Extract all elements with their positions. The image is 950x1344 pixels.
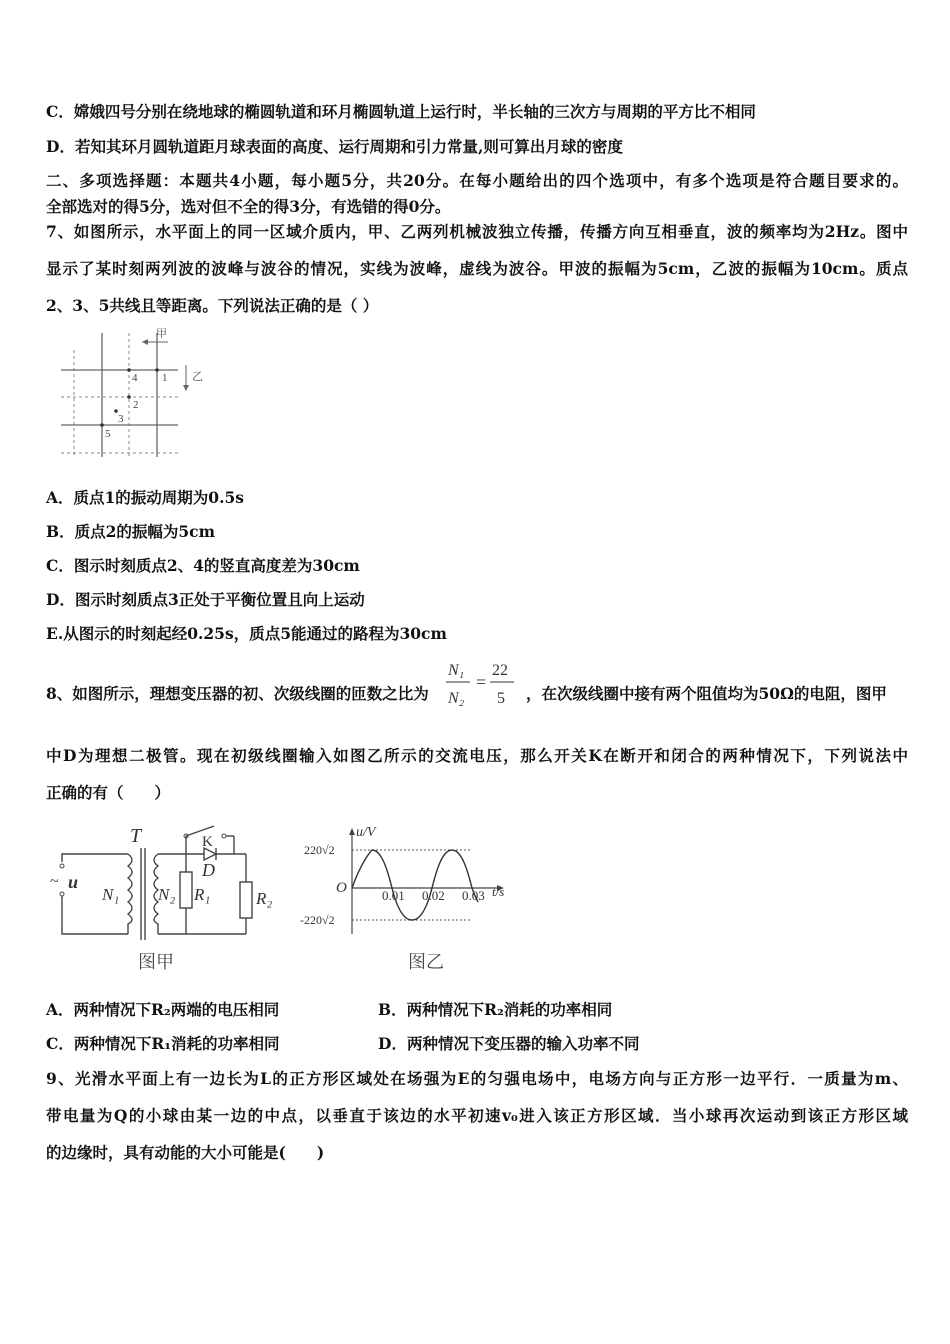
fraction-n2: N₂ [448, 690, 465, 707]
q8-circuit-figure [46, 822, 296, 982]
k-label: K [202, 834, 213, 850]
figure-jia-caption: 图甲 [138, 952, 174, 972]
q7-option-b: B．质点2的振幅为5cm [46, 522, 216, 541]
section2-instruction-2: 全部选对的得5分，选对但不全的得3分，有选错的得0分。 [46, 197, 451, 216]
xlabel-ts: t/s [492, 884, 505, 899]
option-c-q6: C．嫦娥四号分别在绕地球的椭圆轨道和环月椭圆轨道上运行时，半长轴的三次方与周期的平方比不相同 [46, 102, 756, 121]
tick-003: 0.03 [462, 888, 485, 903]
source-symbol: ~ [50, 873, 59, 890]
fraction-22: 22 [492, 662, 508, 679]
point-1-label: 1 [162, 372, 168, 384]
point-1 [155, 368, 159, 372]
tick-002: 0.02 [422, 888, 445, 903]
q7-option-d: D．图示时刻质点3正处于平衡位置且向上运动 [46, 590, 365, 609]
point-4 [127, 368, 131, 372]
d-label: D [202, 860, 215, 880]
fraction-equals: = [476, 672, 487, 692]
q9-stem-2: 带电量为Q的小球由某一边的中点，以垂直于该边的水平初速v₀进入该正方形区域．当小球再次运动到该正方形区域 [46, 1106, 908, 1125]
q7-option-e: E.从图示的时刻起经0.25s，质点5能通过的路程为30cm [46, 624, 447, 643]
transformer-t-label: T [130, 825, 142, 847]
point-5-label: 5 [105, 428, 111, 440]
wave-jia-label: 甲 [156, 328, 167, 340]
q7-wave-figure [56, 325, 216, 465]
source-terminal-2 [60, 892, 64, 896]
tick-001: 0.01 [382, 888, 405, 903]
q8-option-c: C．两种情况下R₁消耗的功率相同 [46, 1034, 280, 1053]
q7-option-c: C．图示时刻质点2、4的竖直高度差为30cm [46, 556, 360, 575]
wave-yi-label: 乙 [192, 371, 203, 383]
origin-o: O [336, 880, 347, 896]
turns-ratio-fraction [444, 655, 522, 709]
ymax-label: 220√2 [304, 843, 335, 857]
figure-yi-caption: 图乙 [408, 952, 444, 972]
point-3-label: 3 [118, 413, 124, 425]
fraction-5: 5 [497, 690, 505, 707]
n2-label: N₂ [158, 885, 176, 904]
q7-stem-2: 显示了某时刻两列波的波峰与波谷的情况，实线为波峰，虚线为波谷。甲波的振幅为5cm，乙波的振幅为10cm。质点 [46, 259, 908, 278]
n1-label: N₁ [102, 885, 120, 904]
resistor-r2 [240, 882, 252, 918]
point-4-label: 4 [132, 372, 138, 384]
r2-label: R₂ [256, 889, 273, 908]
section2-instruction-1: 二、多项选择题：本题共4小题，每小题5分，共20分。在每小题给出的四个选项中，有多个选项是符合题目要求的。 [46, 171, 908, 190]
q8-voltage-graph [300, 822, 530, 982]
q7-stem-1: 7、如图所示，水平面上的同一区域介质内，甲、乙两列机械波独立传播，传播方向互相垂直，波的频率均为2Hz。图中 [46, 222, 908, 241]
ylabel-uv: u/V [356, 825, 376, 840]
q8-option-d: D．两种情况下变压器的输入功率不同 [378, 1034, 640, 1053]
r1-label: R₁ [194, 885, 211, 904]
q8-stem-1b: ，在次级线圈中接有两个阻值均为50Ω的电阻，图甲 [526, 684, 887, 703]
point-2 [127, 395, 131, 399]
q8-stem-1a: 8、如图所示，理想变压器的初、次级线圈的匝数之比为 [46, 684, 429, 703]
sine-curve [352, 850, 478, 920]
ymin-label: -220√2 [300, 913, 335, 927]
q9-stem-1: 9、光滑水平面上有一边长为L的正方形区域处在场强为E的匀强电场中，电场方向与正方形一边平行．一质量为m、 [46, 1069, 908, 1088]
resistor-r1 [180, 872, 192, 908]
source-terminal [60, 864, 64, 868]
option-d-q6: D．若知其环月圆轨道距月球表面的高度、运行周期和引力常量,则可算出月球的密度 [46, 137, 623, 156]
q9-stem-3: 的边缘时，具有动能的大小可能是( ) [46, 1143, 325, 1162]
q8-option-b: B．两种情况下R₂消耗的功率相同 [378, 1000, 613, 1019]
fraction-n1: N₁ [448, 662, 465, 679]
q8-option-a: A．两种情况下R₂两端的电压相同 [46, 1000, 280, 1019]
q7-stem-3: 2、3、5共线且等距离。下列说法正确的是（ ） [46, 296, 379, 315]
point-2-label: 2 [133, 399, 139, 411]
q7-option-a: A．质点1的振动周期为0.5s [46, 488, 245, 507]
point-5 [100, 423, 104, 427]
q8-stem-2: 中D为理想二极管。现在初级线圈输入如图乙所示的交流电压，那么开关K在断开和闭合的两种情况下，下列说法中 [46, 746, 908, 765]
source-u-label: u [68, 872, 79, 892]
q8-stem-3: 正确的有（ ） [46, 783, 171, 802]
